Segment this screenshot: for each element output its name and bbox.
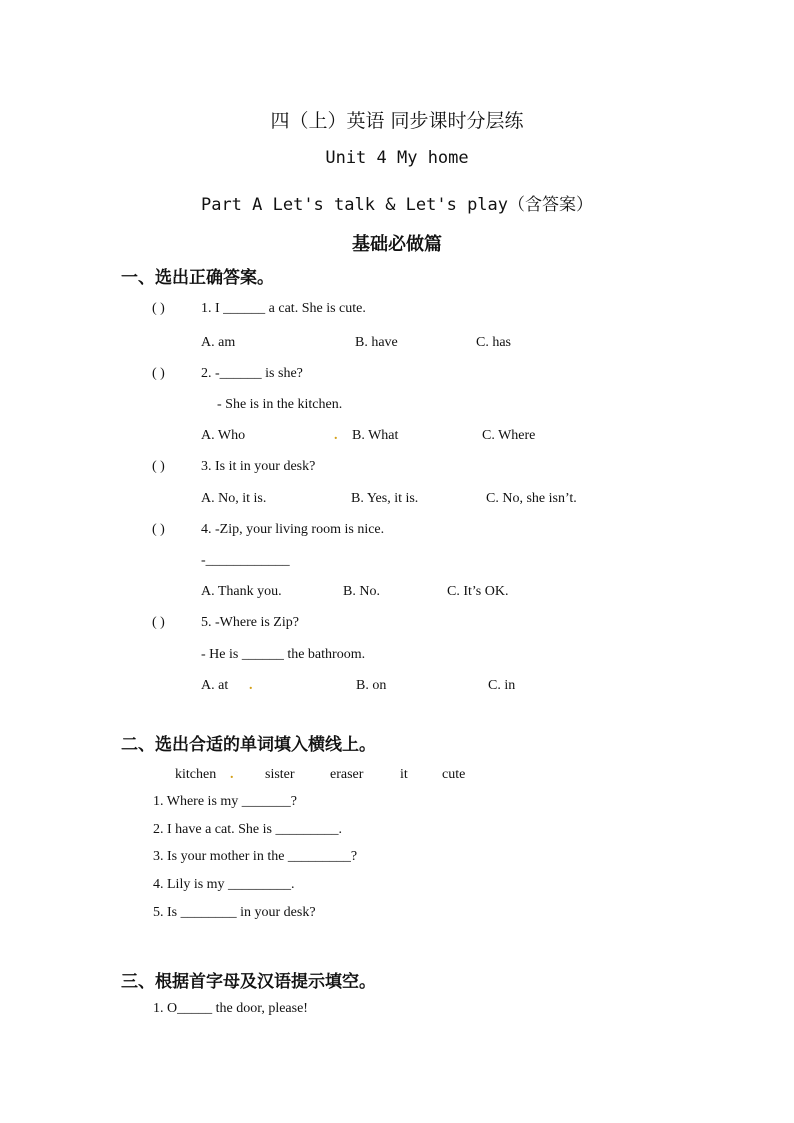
q1-option-c: C. has [476,335,511,350]
word-bank-item: cute [442,767,466,782]
q2-option-c: C. Where [482,428,536,443]
fill-sentence-4: 4. Lily is my _________. [153,877,295,892]
word-bank-item: it [400,767,408,782]
q1-option-a: A. am [201,335,236,350]
word-bank-item: sister [265,767,295,782]
fill-sentence-3: 3. Is your mother in the _________? [153,849,358,864]
q5-option-c: C. in [488,678,516,693]
q5-option-b: B. on [356,678,387,693]
q4-option-b: B. No. [343,584,380,599]
level-title: 基础必做篇 [352,234,442,255]
answer-paren: ( ) [152,459,165,474]
question-2-stem: 2. -______ is she? [201,366,303,381]
marker-dot: . [249,678,253,693]
unit-title: Unit 4 My home [325,148,469,168]
answer-paren: ( ) [152,301,165,316]
question-5-response: - He is ______ the bathroom. [201,647,366,662]
hint-sentence-1: 1. O_____ the door, please! [153,1001,308,1016]
marker-dot: . [230,767,234,782]
section3-heading: 三、根据首字母及汉语提示填空。 [121,972,376,992]
q3-option-c: C. No, she isn’t. [486,491,577,506]
part-title: Part A Let's talk & Let's play（含答案） [200,195,594,215]
answer-paren: ( ) [152,522,165,537]
marker-dot: . [334,428,338,443]
question-2-response: - She is in the kitchen. [217,397,343,412]
fill-sentence-2: 2. I have a cat. She is _________. [153,822,342,837]
question-3-stem: 3. Is it in your desk? [201,459,316,474]
question-4-stem: 4. -Zip, your living room is nice. [201,522,385,537]
word-bank-item: eraser [330,767,364,782]
q5-option-a: A. at [201,678,229,693]
q4-option-c: C. It’s OK. [447,584,509,599]
page-title: 四（上）英语 同步课时分层练 [270,110,524,132]
section1-heading: 一、选出正确答案。 [121,268,274,288]
word-bank [0,767,794,787]
q4-option-a: A. Thank you. [201,584,282,599]
question-4-response: -____________ [201,553,290,568]
question-5-stem: 5. -Where is Zip? [201,615,299,630]
question-1-stem: 1. I ______ a cat. She is cute. [201,301,366,316]
answer-paren: ( ) [152,615,165,630]
q3-option-b: B. Yes, it is. [351,491,419,506]
section2-heading: 二、选出合适的单词填入横线上。 [121,735,376,755]
q1-option-b: B. have [355,335,398,350]
q3-option-a: A. No, it is. [201,491,267,506]
q2-option-a: A. Who [201,428,246,443]
q2-option-b: B. What [352,428,399,443]
fill-sentence-1: 1. Where is my _______? [153,794,297,809]
answer-paren: ( ) [152,366,165,381]
fill-sentence-5: 5. Is ________ in your desk? [153,905,316,920]
word-bank-item: kitchen [175,767,217,782]
